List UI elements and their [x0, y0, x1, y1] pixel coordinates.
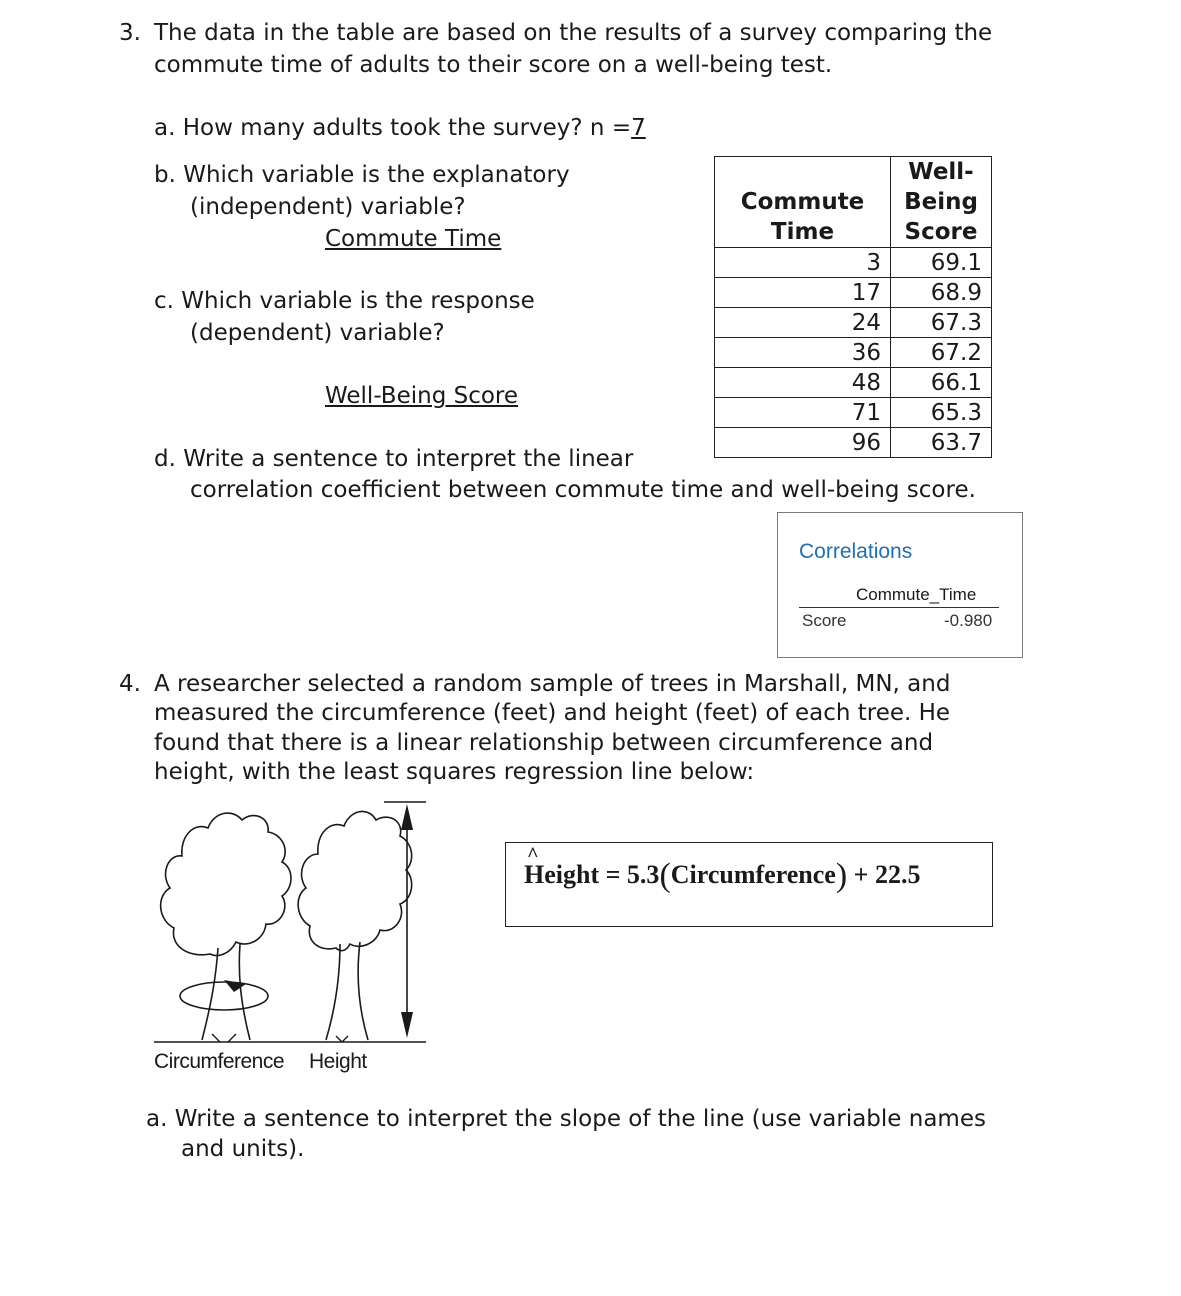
q4a-line1: a. Write a sentence to interpret the slope of the line (use variable names: [146, 1106, 986, 1132]
q4-line1: A researcher selected a random sample of trees in Marshall, MN, and: [154, 671, 951, 697]
header-wellbeing-score: [891, 157, 992, 248]
correlations-divider: [799, 607, 999, 608]
correlations-column-header: Commute_Time: [856, 585, 977, 604]
q4-line4: height, with the least squares regression line below:: [154, 759, 755, 785]
tree-measurement-figure: [150, 796, 435, 1048]
q3b-line1: b. Which variable is the explanatory: [154, 162, 570, 188]
table-row: [715, 338, 992, 368]
header-wellbeing-line1: Well-: [908, 159, 974, 185]
q3c-line2: (dependent) variable?: [190, 320, 445, 346]
q4-line2: measured the circumference (feet) and height (feet) of each tree. He: [154, 700, 951, 726]
equation-equals: = 5.3: [599, 860, 660, 889]
q3-number: 3.: [119, 20, 141, 46]
figure-label-height: Height: [309, 1050, 367, 1073]
correlations-output: [777, 512, 1023, 658]
table-row: [715, 308, 992, 338]
table-row: [715, 368, 992, 398]
table-header-row: [715, 157, 992, 248]
cell-score: 65.3: [891, 398, 992, 428]
q3-intro-line2: commute time of adults to their score on a well-being test.: [154, 52, 833, 78]
table-row: [715, 248, 992, 278]
q3a-question: [154, 115, 646, 141]
q3c-line1: c. Which variable is the response: [154, 288, 535, 314]
left-tree-trunk-icon: [202, 944, 250, 1040]
circumference-ellipse-icon: [180, 982, 268, 1010]
cell-score: 67.3: [891, 308, 992, 338]
left-tree-canopy-icon: [161, 813, 291, 955]
cell-score: 69.1: [891, 248, 992, 278]
correlations-title: Correlations: [799, 540, 913, 563]
equation-variable: Circumference: [670, 860, 836, 889]
q3-intro-line1: The data in the table are based on the results of a survey comparing the: [154, 20, 993, 46]
q3c-answer: Well-Being Score: [325, 383, 519, 409]
cell-commute: 3: [715, 248, 891, 278]
q3d-line1: d. Write a sentence to interpret the linear: [154, 446, 634, 472]
cell-score: 66.1: [891, 368, 992, 398]
header-wellbeing-line2: Being: [904, 189, 978, 215]
table-row: [715, 428, 992, 458]
equation-lhs: ^ Height: [524, 860, 599, 890]
regression-equation: ^ Height = 5.3(Circumference) + 22.5: [524, 857, 921, 895]
cell-commute: 17: [715, 278, 891, 308]
height-arrow-up-icon: [401, 804, 413, 830]
correlations-row-label: Score: [802, 611, 847, 630]
q3a-prompt: a. How many adults took the survey? n =: [154, 115, 632, 141]
header-commute-time: [715, 157, 891, 248]
correlations-value: -0.980: [944, 611, 993, 630]
header-commute-line2: Time: [770, 219, 835, 245]
cell-commute: 71: [715, 398, 891, 428]
commute-wellbeing-table: [714, 156, 992, 458]
cell-commute: 96: [715, 428, 891, 458]
q3a-answer: 7: [631, 115, 646, 141]
height-arrow-down-icon: [401, 1012, 413, 1038]
right-tree-canopy-icon: [298, 811, 412, 950]
header-wellbeing-line3: Score: [904, 219, 978, 245]
header-commute-line1: Commute: [740, 189, 865, 215]
q4-number: 4.: [119, 671, 141, 697]
cell-commute: 36: [715, 338, 891, 368]
cell-commute: 24: [715, 308, 891, 338]
equation-tail: + 22.5: [847, 860, 921, 889]
cell-score: 67.2: [891, 338, 992, 368]
q4-line3: found that there is a linear relationship between circumference and: [154, 730, 934, 756]
q4a-line2: and units).: [181, 1136, 305, 1162]
q3b-line2: (independent) variable?: [190, 194, 466, 220]
q3d-line2: correlation coefficient between commute time and well-being score.: [190, 477, 976, 503]
regression-equation-box: [505, 842, 993, 927]
right-tree-trunk-icon: [326, 942, 368, 1040]
cell-score: 68.9: [891, 278, 992, 308]
table-row: [715, 398, 992, 428]
cell-commute: 48: [715, 368, 891, 398]
table-row: [715, 278, 992, 308]
cell-score: 63.7: [891, 428, 992, 458]
q3b-answer: Commute Time: [325, 226, 502, 252]
figure-label-circumference: Circumference: [154, 1050, 285, 1073]
